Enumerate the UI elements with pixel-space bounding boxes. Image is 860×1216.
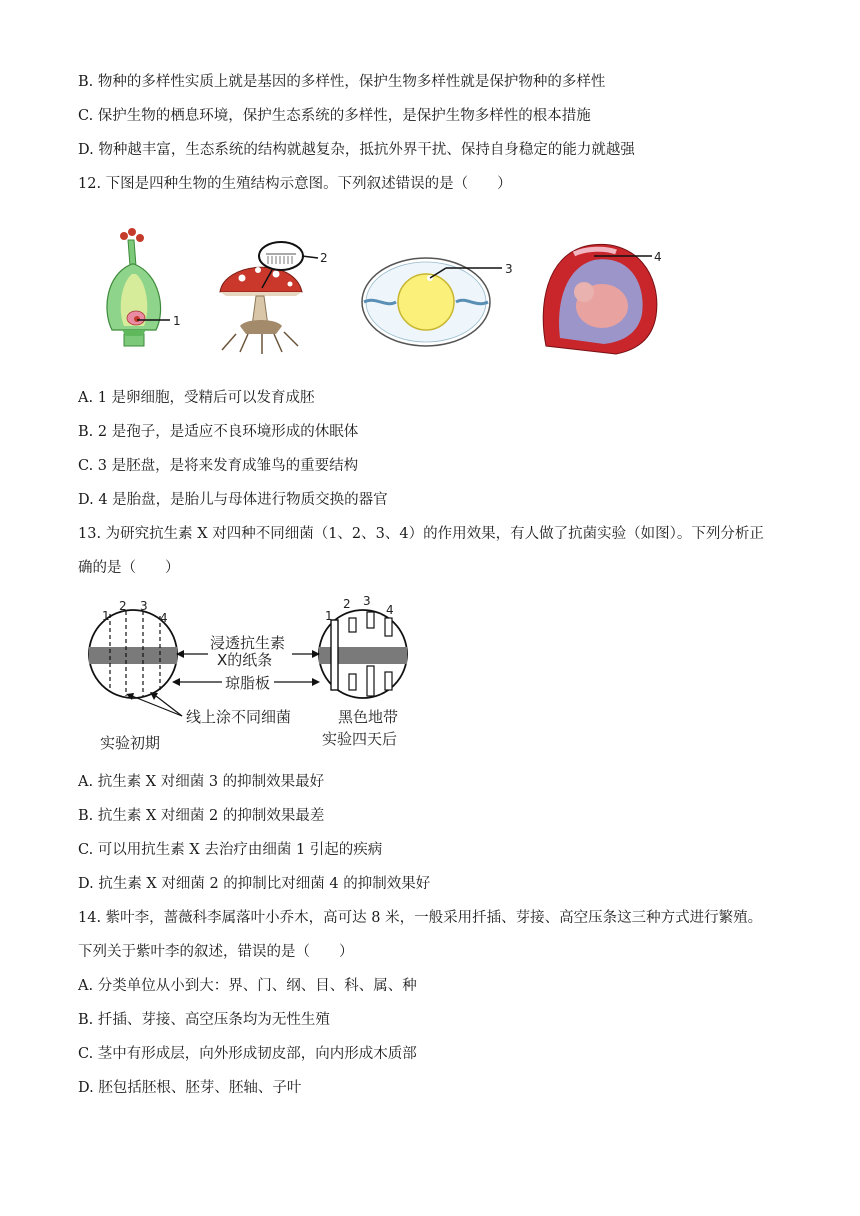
q13-option-b: B. 抗生素 X 对细菌 2 的抑制效果最差 [78,808,325,824]
bird-egg-illustration [362,258,502,346]
left-number-1: 1 [102,609,110,623]
caption-initial: 实验初期 [100,734,161,752]
label-bacteria: 线上涂不同细菌 [186,708,292,726]
mushroom-illustration [220,242,318,354]
q14-option-b: B. 扦插、芽接、高空压条均为无性生殖 [78,1012,330,1028]
right-number-4: 4 [386,603,394,617]
right-number-3: 3 [363,594,371,608]
q13-stem-line2: 确的是（ ） [78,560,180,576]
q12-stem: 12. 下图是四种生物的生殖结构示意图。下列叙述错误的是（ ） [78,176,512,192]
q13-option-c: C. 可以用抗生素 X 去治疗由细菌 1 引起的疾病 [78,842,383,858]
q14-option-c: C. 茎中有形成层，向外形成韧皮部，向内形成木质部 [78,1046,417,1062]
fetus-uterus-illustration [543,244,657,354]
left-number-2: 2 [119,599,127,613]
q14-stem-line1: 14. 紫叶李，蔷薇科李属落叶小乔木，高可达 8 米，一般采用扦插、芽接、高空压条这三种方式进行繁殖。 [78,910,763,926]
q14-stem-line2: 下列关于紫叶李的叙述，错误的是（ ） [78,944,354,960]
antibiotic-experiment-figure [86,592,416,754]
q12-option-a: A. 1 是卵细胞，受精后可以发育成胚 [78,390,315,406]
q13-option-d: D. 抗生素 X 对细菌 2 的抑制比对细菌 4 的抑制效果好 [78,876,431,892]
label-4: 4 [654,250,662,264]
label-3: 3 [505,262,513,276]
q13-stem-line1: 13. 为研究抗生素 X 对四种不同细菌（1、2、3、4）的作用效果，有人做了抗菌实验（如图）。下列分析正 [78,526,764,542]
right-number-2: 2 [343,597,351,611]
left-number-3: 3 [140,599,148,613]
q12-option-c: C. 3 是胚盘，是将来发育成雏鸟的重要结构 [78,458,359,474]
q11-option-c: C. 保护生物的栖息环境，保护生态系统的多样性，是保护生物多样性的根本措施 [78,108,591,124]
flower-pistil-illustration [107,228,170,346]
q11-option-b: B. 物种的多样性实质上就是基因的多样性，保护生物多样性就是保护物种的多样性 [78,74,606,90]
label-black-zone: 黑色地带 [338,708,399,726]
q11-option-d: D. 物种越丰富，生态系统的结构就越复杂，抵抗外界干扰、保持自身稳定的能力就越强 [78,142,635,158]
right-number-1: 1 [325,609,333,623]
label-paper-line2: X的纸条 [217,651,273,669]
q14-option-a: A. 分类单位从小到大：界、门、纲、目、科、属、种 [78,978,417,994]
label-agar: 琼脂板 [225,674,271,692]
left-number-4: 4 [160,611,168,625]
reproductive-structures-figure [96,226,676,360]
plate-four-days [319,610,407,698]
label-1: 1 [173,314,181,328]
label-2: 2 [320,251,328,265]
label-paper-line1: 浸透抗生素 [210,634,286,652]
q14-option-d: D. 胚包括胚根、胚芽、胚轴、子叶 [78,1080,302,1096]
q12-option-d: D. 4 是胎盘，是胎儿与母体进行物质交换的器官 [78,492,388,508]
q12-option-b: B. 2 是孢子，是适应不良环境形成的休眠体 [78,424,359,440]
q13-option-a: A. 抗生素 X 对细菌 3 的抑制效果最好 [78,774,325,790]
caption-four-days: 实验四天后 [322,730,398,748]
